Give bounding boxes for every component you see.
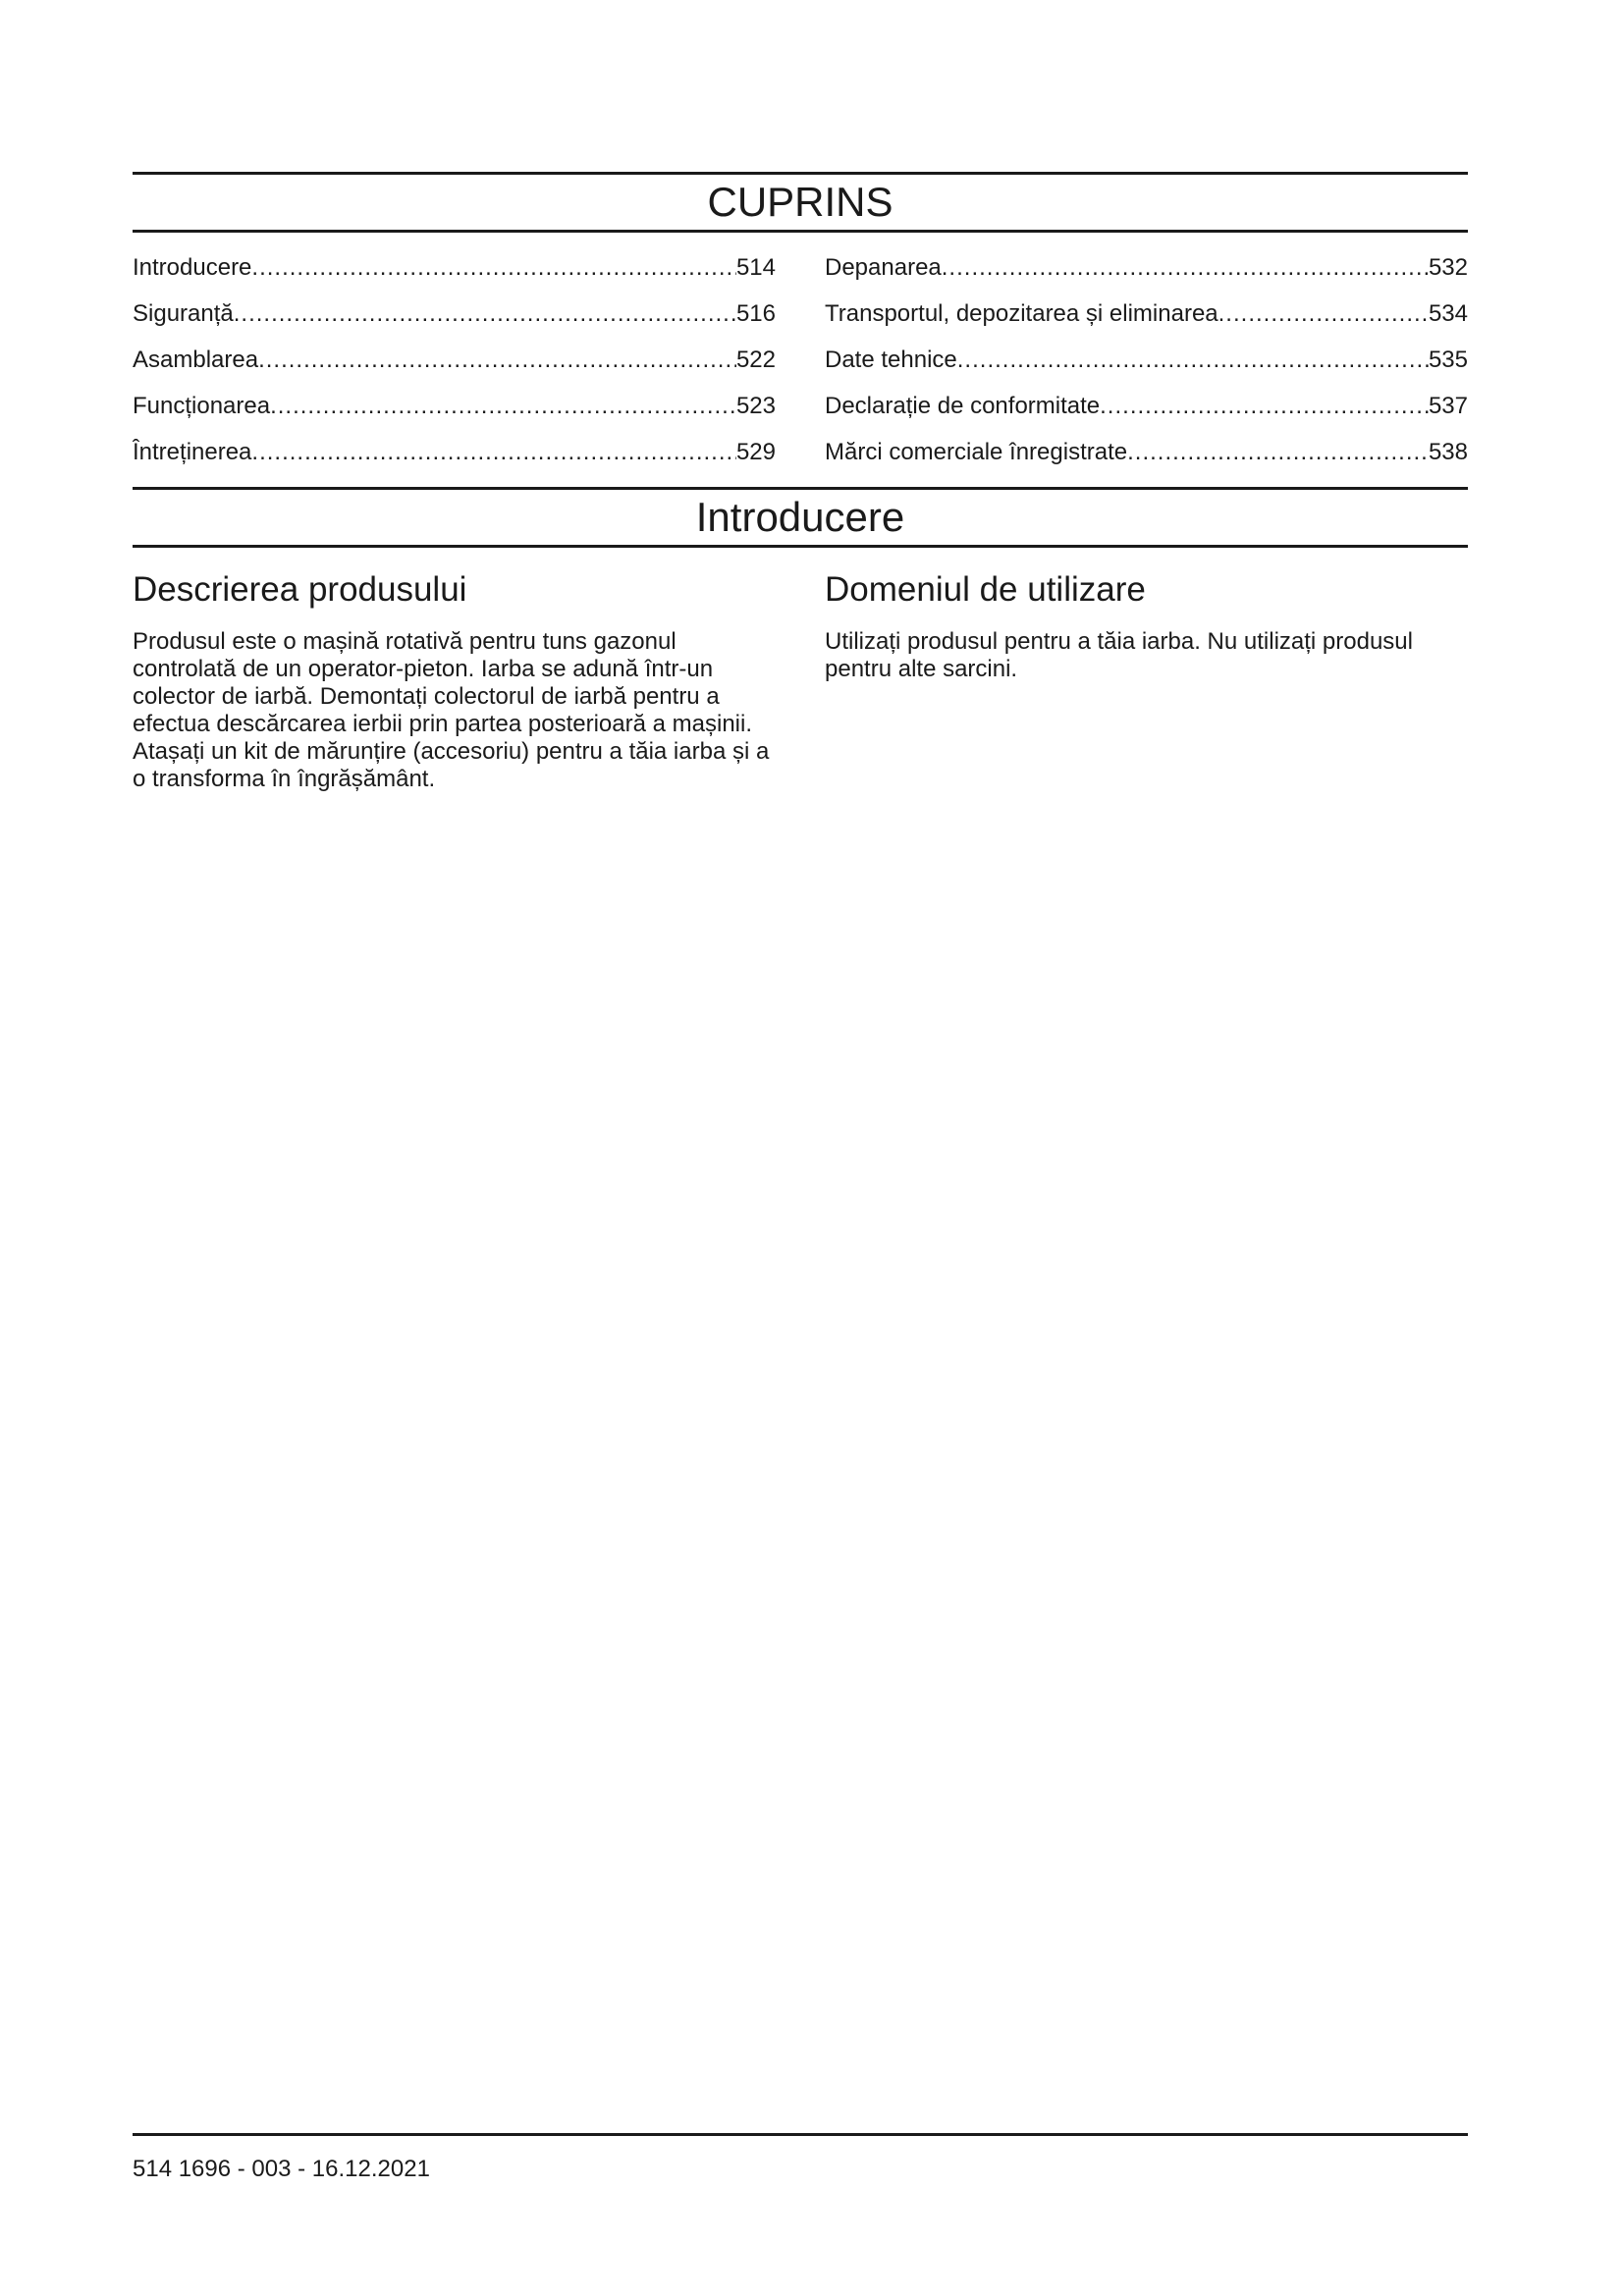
toc-entry-label: Siguranță <box>133 300 234 327</box>
toc-entry-marci-comerciale[interactable] <box>825 429 1468 475</box>
toc-leader-dots <box>942 244 1429 291</box>
toc-entry-page: 537 <box>1428 393 1468 419</box>
toc-leader-dots <box>270 383 736 429</box>
toc-leader-dots <box>1127 429 1429 475</box>
toc-entry-page: 532 <box>1428 254 1468 281</box>
toc-entry-page: 538 <box>1428 439 1468 465</box>
toc-entry-page: 529 <box>735 439 776 465</box>
toc-entry-asamblarea[interactable] <box>133 337 776 383</box>
toc-entry-label: Funcționarea <box>133 393 271 419</box>
toc-entry-label: Introducere <box>133 254 252 281</box>
toc-entry-date-tehnice[interactable] <box>825 337 1468 383</box>
intro-content <box>133 548 1468 793</box>
toc-entry-page: 522 <box>735 347 776 373</box>
intended-use-heading: Domeniul de utilizare <box>825 570 1146 609</box>
toc-entry-page: 516 <box>735 300 776 327</box>
toc-entry-depanarea[interactable] <box>825 244 1468 291</box>
page-footer <box>133 2133 1468 2183</box>
toc-leader-dots <box>251 429 736 475</box>
toc-leader-dots <box>234 291 736 337</box>
toc-leader-dots <box>251 244 736 291</box>
intended-use-text: Utilizați produsul pentru a tăia iarba. Nu utilizați produsul pentru alte sarcini. <box>825 628 1413 682</box>
toc-leader-dots <box>1218 291 1429 337</box>
toc-entry-label: Date tehnice <box>825 347 957 373</box>
toc-entry-siguranta[interactable] <box>133 291 776 337</box>
toc-entry-label: Depanarea <box>825 254 942 281</box>
toc-title: CUPRINS <box>707 179 893 225</box>
toc-entry-page: 534 <box>1428 300 1468 327</box>
intro-title: Introducere <box>695 494 905 540</box>
toc-leader-dots <box>957 337 1429 383</box>
footer-doc-id: 514 1696 - 003 - 16.12.2021 <box>133 2156 430 2182</box>
toc-column-left <box>133 244 776 475</box>
toc-entry-transportul[interactable] <box>825 291 1468 337</box>
toc-entry-page: 535 <box>1428 347 1468 373</box>
toc-entry-functionarea[interactable] <box>133 383 776 429</box>
toc-entry-label: Mărci comerciale înregistrate <box>825 439 1128 465</box>
toc-entry-label: Transportul, depozitarea și eliminarea <box>825 300 1218 327</box>
toc-leader-dots <box>1100 383 1429 429</box>
product-description-text: Produsul este o mașină rotativă pentru tuns gazonul controlată de un operator-pieton. Iarba se adună într-un colector de iarbă. Demontați colectorul de iarbă pentru a efectua descărcarea ierbii prin partea posterioară a mașinii. Atașați un kit de mărunțire (accesoriu) pentru a tăia iarba și a o transforma în îngrășământ. <box>133 628 770 792</box>
toc-entry-declaratie[interactable] <box>825 383 1468 429</box>
toc-leader-dots <box>258 337 736 383</box>
toc-entry-page: 523 <box>735 393 776 419</box>
toc-entry-label: Declarație de conformitate <box>825 393 1101 419</box>
product-description-heading: Descrierea produsului <box>133 570 467 609</box>
toc-entry-introducere[interactable] <box>133 244 776 291</box>
intended-use-section <box>825 565 1468 793</box>
toc-entry-label: Asamblarea <box>133 347 259 373</box>
toc-column-right <box>825 244 1468 475</box>
toc-entry-intretinerea[interactable] <box>133 429 776 475</box>
toc-entry-page: 514 <box>735 254 776 281</box>
table-of-contents <box>133 233 1468 487</box>
document-page <box>133 172 1468 2214</box>
product-description-section <box>133 565 776 793</box>
toc-entry-label: Întreținerea <box>133 439 252 465</box>
